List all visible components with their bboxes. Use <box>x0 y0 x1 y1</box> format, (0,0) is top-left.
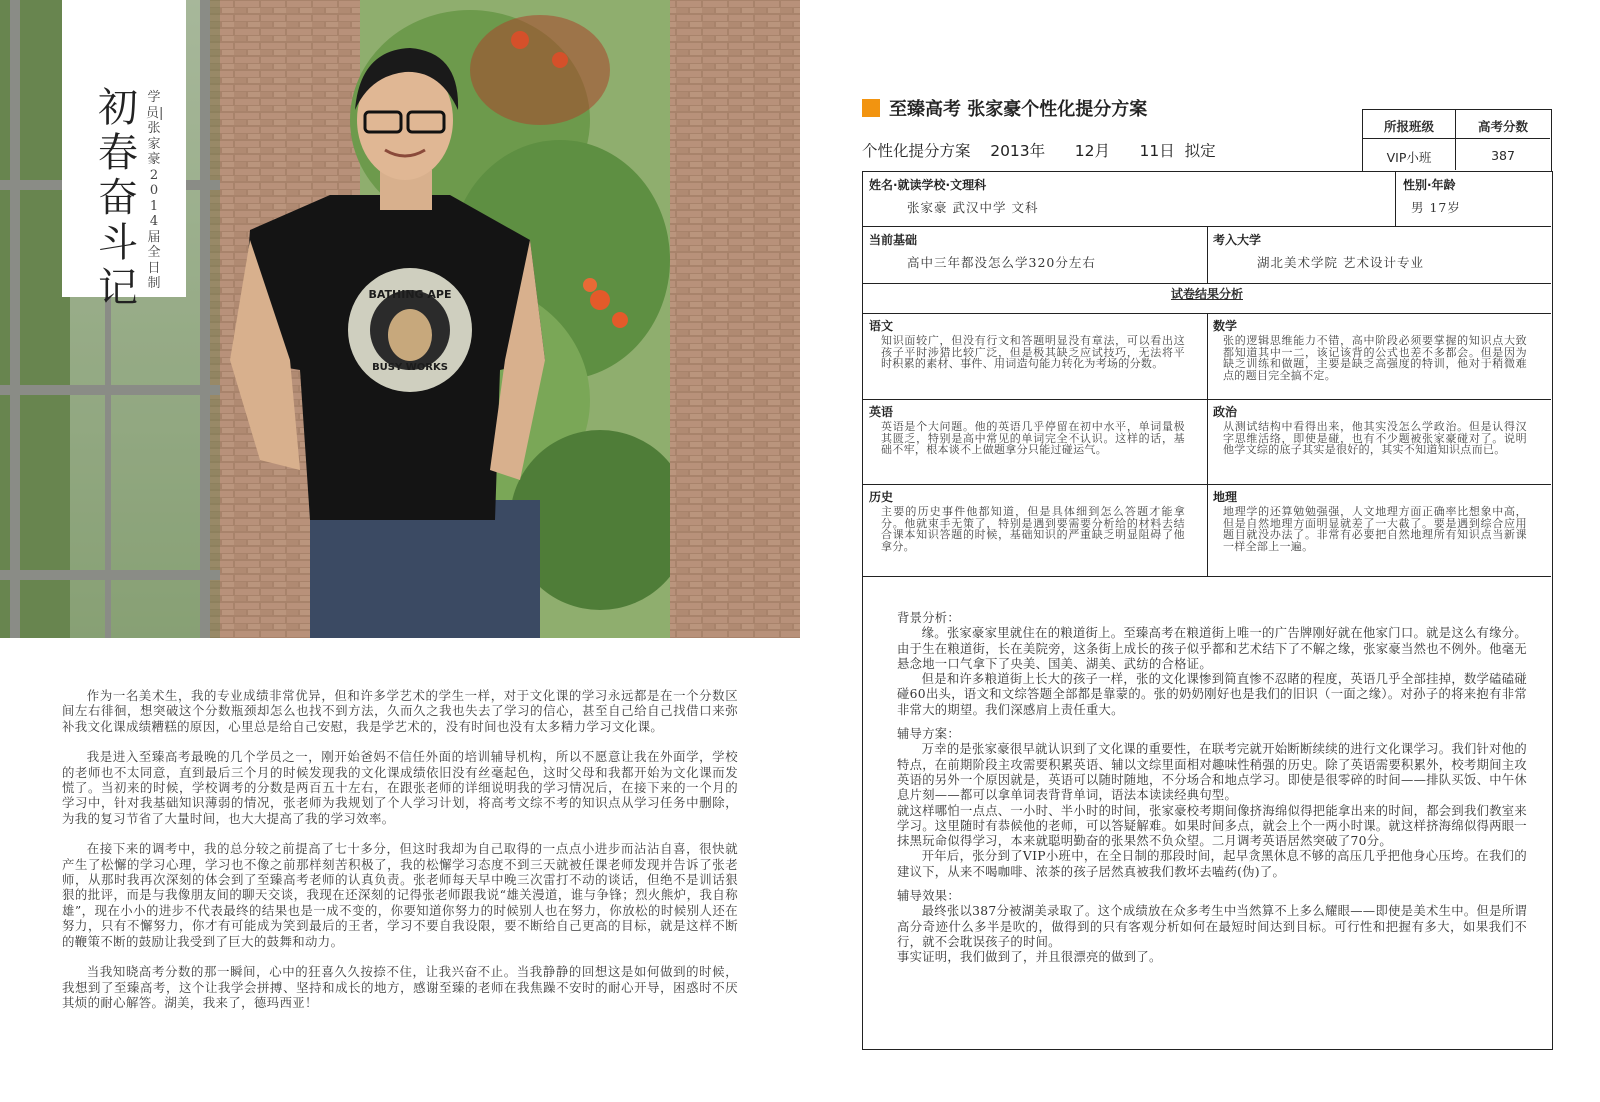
gender-value: 男 17岁 <box>1411 200 1461 215</box>
student-subtitle: 学员|张家豪 2014届全日制 <box>146 90 164 291</box>
plan-paragraph: 万幸的是张家豪很早就认识到了文化课的重要性，在联考完就开始断断续续的进行文化课学习。我们针对他的特点，在前期阶段主攻需要积累英语、辅以文综里面相对趣味性稍强的历史。除了英语需要积累外，校考期间主攻英语的另外一个原因就是，英语可以随时随地，不分场合和地点学习。即使是很零碎的时间——排队买饭、中午休息片刻——都可以拿单词表背背单词，语法本读读经典句型。 <box>897 742 1527 803</box>
university-value: 湖北美术学院 艺术设计专业 <box>1257 255 1424 270</box>
subject-name: 地理 <box>1213 490 1238 504</box>
subject-text: 知识面较广，但没有行文和答题明显没有章法，可以看出这孩子平时涉猎比较广泛，但是极其缺乏应试技巧，无法将平时积累的素材、事件、用词造句能力转化为考场的分数。 <box>881 334 1185 371</box>
subject-text: 从测试结构中看得出来，他其实没怎么学政治。但是认得汉字思维活络，即使是碰，也有不少题被张家豪碰对了。说明他学文综的底子其实是很好的，其实不知道知识点而已。 <box>1223 420 1527 457</box>
orange-square-icon <box>862 99 880 117</box>
plan-table <box>862 171 1553 1050</box>
essay-paragraph: 我是进入至臻高考最晚的几个学员之一，刚开始爸妈不信任外面的培训辅导机构，所以不愿意让我在外面学，学校的老师也不太同意，直到最后三个月的时候发现我的文化课成绩依旧没有丝毫起色，这时父母和我都开始为文化课而发慌了。当初来的时候，学校调考的分数是两百五十左右，在跟张老师的详细说明我的学习情况后，在接下来的一个月的学习中，针对我基础知识薄弱的情况，张老师为我规划了个人学习计划，将高考文综不考的知识点从学习任务中删除，为我的复习节省了大量时间，也大大提高了我的学习效率。 <box>62 749 738 826</box>
subject-text: 地理学的还算勉勉强强，人文地理方面正确率比想象中高，但是自然地理方面明显就差了一大截了。要是遇到综合应用题目就没办法了。非常有必要把自然地理所有知识点当新课一样全部上一遍。 <box>1223 505 1527 553</box>
result-paragraph: 最终张以387分被湖美录取了。这个成绩放在众多考生中当然算不上多么耀眼——即使是美术生中。但是所谓高分奇迹什么多半是吹的，做得到的只有客观分析如何在最短时间达到目标。可行性和把握有多大，如果我们不行，就不会耽误孩子的时间。 <box>897 904 1527 949</box>
plan-narrative <box>897 611 1527 966</box>
background-paragraph: 缘。张家豪家里就住在的粮道街上。至臻高考在粮道街上唯一的广告牌刚好就在他家门口。就是这么有缘分。由于生在粮道街，长在美院旁，这条街上成长的孩子似乎都和艺术结下了不解之缘，张家豪当然也不例外。他毫无悬念地一口气拿下了央美、国美、湖美、武纺的合格证。 <box>897 626 1527 671</box>
shirt-print-bottom: BUSY WORKS <box>372 362 448 373</box>
class-value: VIP小班 <box>1386 150 1432 165</box>
subject-name: 英语 <box>869 405 894 419</box>
result-heading: 辅导效果： <box>897 889 960 904</box>
background-heading: 背景分析： <box>897 611 960 625</box>
analysis-title: 试卷结果分析 <box>1170 287 1243 301</box>
class-label: 所报班级 <box>1383 119 1434 134</box>
page-title <box>96 86 140 311</box>
gender-label: 性别·年龄 <box>1403 178 1456 192</box>
subject-name: 数学 <box>1213 319 1238 333</box>
plan-date-line: 个性化提分方案 2013年 12月 11日 拟定 <box>862 142 1216 160</box>
plan-heading: 辅导方案： <box>897 727 960 742</box>
name-label: 姓名·就读学校·文理科 <box>869 178 987 192</box>
university-label: 考入大学 <box>1213 233 1262 247</box>
title-char: 斗 <box>98 220 138 266</box>
subject-name: 语文 <box>869 319 894 333</box>
title-char: 记 <box>98 265 138 311</box>
essay-paragraph: 当我知晓高考分数的那一瞬间，心中的狂喜久久按捺不住，让我兴奋不止。当我静静的回想这是如何做到的时候，我想到了至臻高考，这个让我学会拼搏、坚持和成长的地方，感谢至臻的老师在我焦躁不安时的耐心开导，困惑时不厌其烦的耐心解答。湖美，我来了，德玛西亚！ <box>62 964 738 1010</box>
plan-title-text: 至臻高考 张家豪个性化提分方案 <box>889 99 1148 120</box>
subject-text: 英语是个大问题。他的英语几乎停留在初中水平，单词量极其匮乏，特别是高中常见的单词完全不认识。这样的话，基础不牢，根本谈不上做题拿分只能过碰运气。 <box>881 420 1185 457</box>
student-essay <box>62 688 738 1025</box>
result-conclusion: 事实证明，我们做到了，并且很漂亮的做到了。 <box>897 950 1162 965</box>
background-paragraph: 但是和许多粮道街上长大的孩子一样，张的文化课惨到简直惨不忍睹的程度，英语几乎全部挂掉，数学磕磕碰碰60出头，语文和文综答题全部都是靠蒙的。张的奶奶刚好也是我们的旧识（一面之缘）。对孙子的将来抱有非常非常大的期望。我们深感肩上责任重大。 <box>897 672 1527 717</box>
title-char: 春 <box>98 130 138 176</box>
title-char: 初 <box>98 85 138 131</box>
name-value: 张家豪 武汉中学 文科 <box>907 200 1039 215</box>
subject-text: 张的逻辑思维能力不错，高中阶段必须要掌握的知识点大致都知道其中一二，该记该背的公式也差不多都会。但是因为缺乏训练和做题，主要是缺乏高强度的特训，他对于稍微难点的题目完全搞不定。 <box>1223 334 1527 382</box>
class-score-box <box>1362 109 1552 172</box>
subject-name: 政治 <box>1213 405 1238 419</box>
title-char: 奋 <box>98 175 138 221</box>
subject-name: 历史 <box>869 490 894 504</box>
base-label: 当前基础 <box>869 233 918 247</box>
essay-paragraph: 在接下来的调考中，我的总分较之前提高了七十多分，但这时我却为自己取得的一点点小进步而沾沾自喜，很快就产生了松懈的学习心理，学习也不像之前那样刻苦积极了，我的松懈学习态度不到三天就被任课老师发现并告诉了张老师，从那时我再次深刻的体会到了至臻高考老师的认真负责。张老师每天早中晚三次雷打不动的谈话，但绝不是训话狠狠的批评，而是与我像朋友间的聊天交谈，我现在还深刻的记得张老师跟我说“雄关漫道，谁与争锋；烈火熊炉，我自称雄”，现在小小的进步不代表最终的结果也是一成不变的，你要知道你努力的时候别人也在努力，你放松的时候别人还在努力，只有不懈努力，你才有可能成为笑到最后的王者，学习不要自我设限，要不断给自己更高的目标，就是这样不断的鞭策不断的鼓励让我受到了巨大的鼓舞和动力。 <box>62 841 738 949</box>
plan-paragraph: 就这样哪怕一点点、一小时、半小时的时间，张家豪校考期间像挤海绵似得把能拿出来的时间，都会到我们教室来学习。这里随时有恭候他的老师，可以答疑解难。如果时间多点，就会上个一两小时课。就这样挤海绵似得两眼一抹黑玩命似得学习，本来就聪明勤奋的张果然不负众望。二月调考英语居然突破了70分。 <box>897 803 1527 849</box>
plan-paragraph: 开年后，张分到了VIP小班中，在全日制的那段时间，起早贪黑休息不够的高压几乎把他身心压垮。在我们的建议下，从来不喝咖啡、浓茶的孩子居然真被我们教坏去嗑药(伪)了。 <box>897 849 1527 879</box>
subject-text: 主要的历史事件他都知道，但是具体细到怎么答题才能拿分。他就束手无策了，特别是遇到要需要分析给的材料去结合课本知识答题的时候，基础知识的严重缺乏明显阻碍了他拿分。 <box>881 505 1185 553</box>
shirt-print-top: BATHING APE <box>368 288 452 301</box>
score-label: 高考分数 <box>1477 119 1528 134</box>
essay-paragraph: 作为一名美术生，我的专业成绩非常优异，但和许多学艺术的学生一样，对于文化课的学习永远都是在一个分数区间左右徘徊，想突破这个分数瓶颈却怎么也找不到方法，久而久之我也失去了学习的信心，甚至自己给自己找借口来弥补我文化课成绩糟糕的原因，心里总是给自己安慰，我是学艺术的，没有时间也没有太多精力学习文化课。 <box>62 688 738 734</box>
score-value: 387 <box>1491 148 1515 163</box>
base-value: 高中三年都没怎么学320分左右 <box>907 255 1096 270</box>
plan-title <box>862 95 1147 121</box>
